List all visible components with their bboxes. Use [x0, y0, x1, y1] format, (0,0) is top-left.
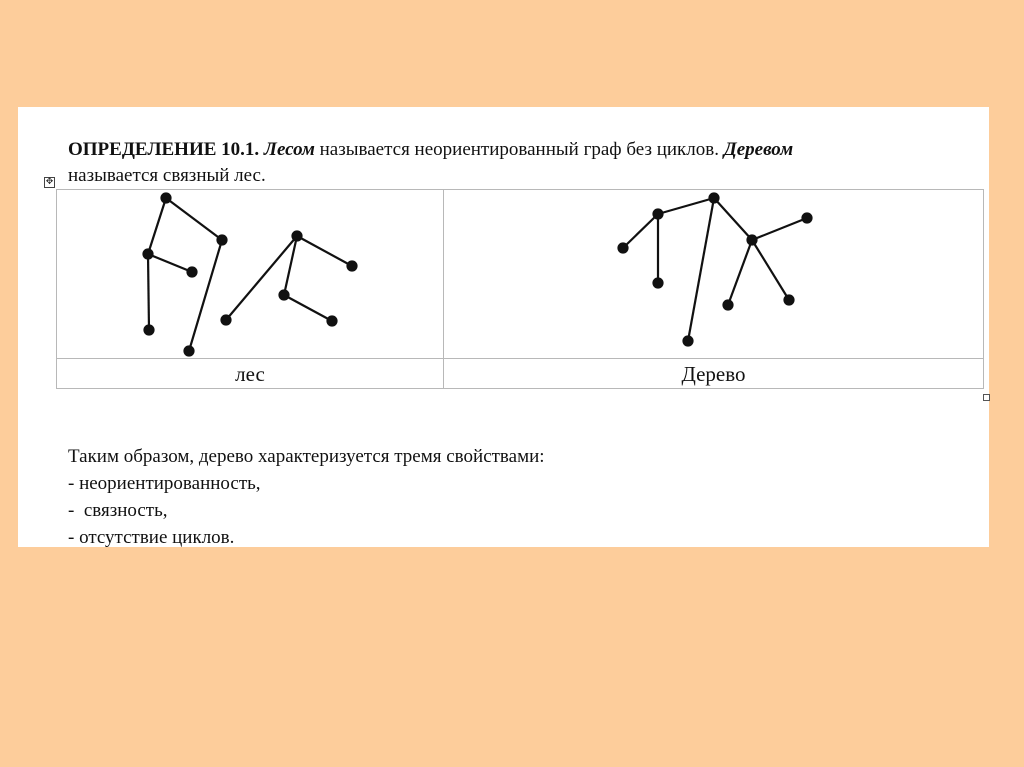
tree-edge	[728, 240, 752, 305]
definition-text-1: называется неориентированный граф без циклов.	[314, 139, 724, 160]
forest-graph	[144, 194, 357, 356]
tree-vertex	[654, 210, 663, 219]
forest-vertex	[293, 232, 302, 241]
property-item: - неориентированность,	[68, 473, 261, 494]
definition-paragraph	[68, 137, 968, 189]
property-item: - связность,	[68, 500, 168, 521]
definition-text-2: называется связный лес.	[68, 165, 266, 186]
properties-intro: Таким образом, дерево характеризуется тремя свойствами:	[68, 446, 545, 467]
forest-vertex	[218, 236, 227, 245]
tree-vertex	[684, 337, 693, 346]
graph-table	[56, 189, 984, 389]
label-tree: Дерево	[681, 362, 746, 386]
forest-edge	[226, 236, 297, 320]
tree-edge	[688, 198, 714, 341]
table-resize-handle[interactable]	[983, 394, 990, 401]
forest-edge	[189, 240, 222, 351]
tree-edge	[714, 198, 752, 240]
table-row-divider	[57, 358, 983, 359]
tree-vertex	[748, 236, 757, 245]
tree-vertex	[724, 301, 733, 310]
properties-list	[68, 443, 948, 551]
forest-vertex	[280, 291, 289, 300]
table-move-handle-icon[interactable]: ✥	[45, 177, 54, 187]
forest-edge	[166, 198, 222, 240]
forest-edge	[284, 295, 332, 321]
forest-edge	[148, 254, 192, 272]
graph-illustrations	[57, 190, 983, 358]
document-page	[18, 107, 989, 547]
tree-graph	[619, 194, 812, 346]
forest-vertex	[188, 268, 197, 277]
forest-vertex	[162, 194, 171, 203]
tree-vertex	[803, 214, 812, 223]
definition-heading: ОПРЕДЕЛЕНИЕ 10.1.	[68, 139, 260, 160]
forest-vertex	[328, 317, 337, 326]
tree-vertex	[619, 244, 628, 253]
forest-vertex	[185, 347, 194, 356]
tree-vertex	[710, 194, 719, 203]
forest-edge	[148, 198, 166, 254]
tree-edge	[752, 218, 807, 240]
tree-edge	[752, 240, 789, 300]
forest-edge	[148, 254, 149, 330]
tree-edge	[623, 214, 658, 248]
forest-vertex	[222, 316, 231, 325]
tree-vertex	[785, 296, 794, 305]
property-item: - отсутствие циклов.	[68, 527, 235, 548]
tree-edge	[658, 198, 714, 214]
tree-vertex	[654, 279, 663, 288]
forest-edge	[297, 236, 352, 266]
forest-vertex	[145, 326, 154, 335]
forest-vertex	[348, 262, 357, 271]
label-forest: лес	[235, 362, 265, 386]
forest-vertex	[144, 250, 153, 259]
term-tree: Деревом	[723, 139, 794, 160]
term-forest: Лесом	[263, 139, 315, 160]
